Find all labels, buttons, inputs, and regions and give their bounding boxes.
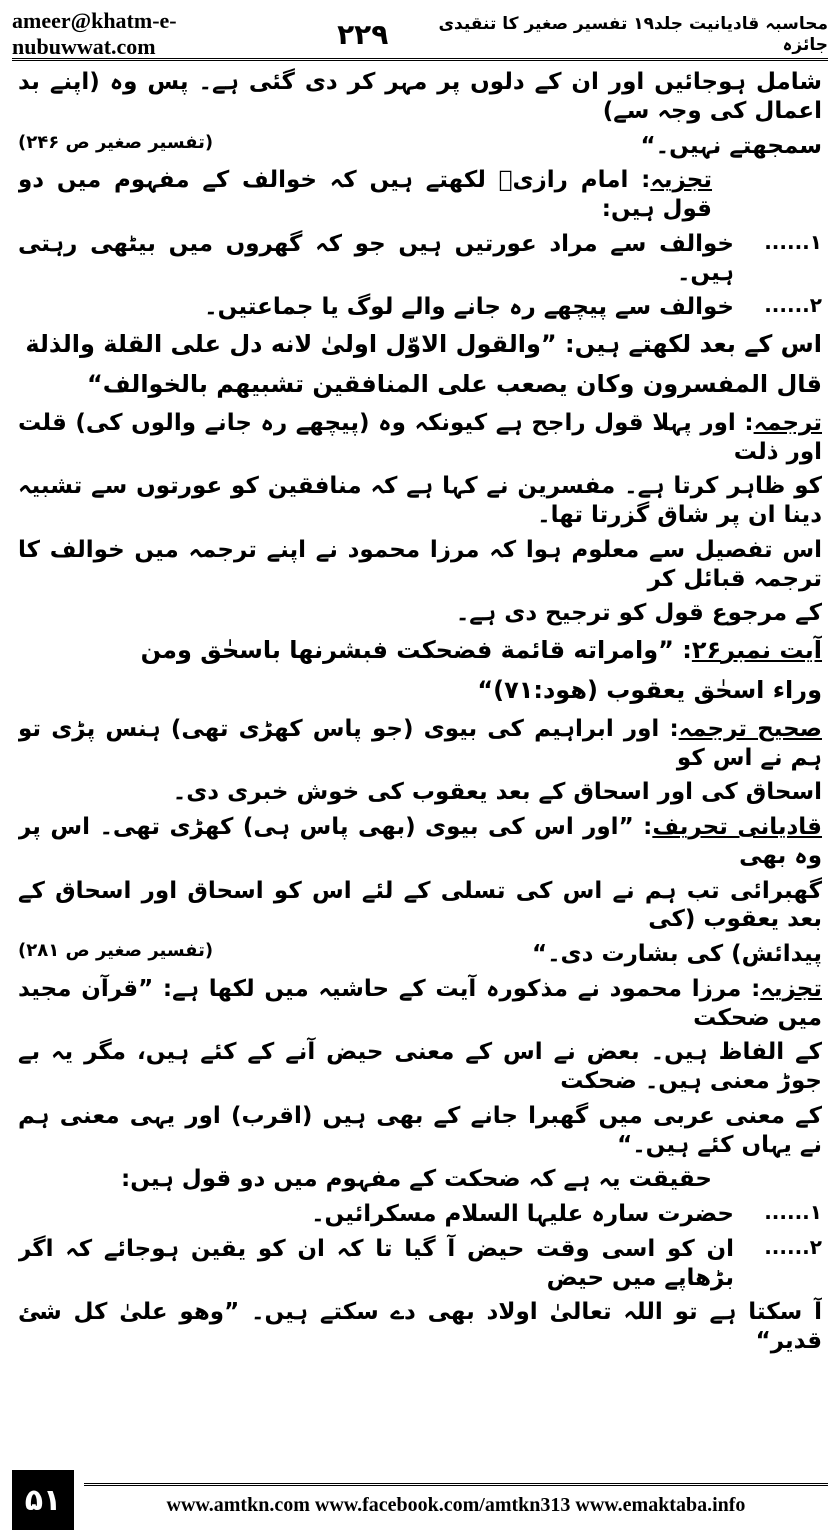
analysis-intro-1 xyxy=(18,166,822,224)
footer-page-number: ۵۱ xyxy=(12,1470,74,1530)
translation-line-1 xyxy=(18,409,822,467)
correct-translation-text: : اور ابراہیم کی بیوی (جو پاس کھڑی تھی) ہنس پڑی تو ہم نے اس کو xyxy=(18,715,822,771)
text-line-18-text: پیدائش) کی بشارت دی۔“ xyxy=(531,941,822,968)
list-item xyxy=(18,1235,822,1293)
text-line-9: کو ظاہر کرتا ہے۔ مفسرین نے کہا ہے کہ منافقین کو عورتوں سے تشبیہ دینا ان پر شاق گزرتا تھا۔ xyxy=(18,473,822,529)
text-line-15: اسحاق کی اور اسحاق کے بعد یعقوب کی خوش خبری دی۔ xyxy=(172,779,822,806)
distortion-label: قادیانی تحریف xyxy=(652,814,822,841)
reference-citation-2: (تفسیر صغیر ص ۲۸۱) xyxy=(18,940,214,962)
text-line-25: آ سکتا ہے تو اللہ تعالیٰ اولاد بھی دے سکتے ہیں۔ ”وهو علیٰ کل شئ قدیر“ xyxy=(18,1299,822,1355)
text-line-22: حقیقت یہ ہے کہ ضحکت کے مفہوم میں دو قول ہیں: xyxy=(121,1166,712,1193)
analysis-text: : مرزا محمود نے مذکورہ آیت کے حاشیہ میں لکھا ہے: ”قرآن مجید میں ضحکت xyxy=(18,975,822,1031)
footer-divider xyxy=(84,1483,828,1486)
list-item xyxy=(18,230,822,288)
analysis-text: : امام رازیؒ لکھتے ہیں کہ خوالف کے مفہوم میں دو قول ہیں: xyxy=(18,167,712,222)
verse-text: : ”وامراته قائمة فضحکت فبشرنها باسحٰق ومن xyxy=(140,636,692,665)
text-line-20: کے الفاظ ہیں۔ بعض نے اس کے معنی حیض آنے کے کئے ہیں، مگر یہ بے جوڑ معنی ہیں۔ ضحکت xyxy=(18,1039,822,1095)
verse-text-line-2: وراء اسحٰق یعقوب (هود:۷۱)“ xyxy=(477,676,822,705)
analysis-intro-2 xyxy=(18,975,822,1033)
list-item-text: ان کو اسی وقت حیض آ گیا تا کہ ان کو یقین ہوجائے کہ اگر بڑھاپے میں حیض xyxy=(18,1235,734,1291)
reference-citation-1: (تفسیر صغیر ص ۲۴۶) xyxy=(18,131,214,153)
translation-text: : اور پہلا قول راجح ہے کیونکہ وہ (پیچھے رہ جانے والوں کی) قلت اور ذلت xyxy=(18,409,822,465)
header-email: ameer@khatm-e-nubuwwat.com xyxy=(12,8,177,59)
list-item-number: ۱...... xyxy=(764,1200,822,1225)
analysis-label: تجزیہ xyxy=(650,167,713,194)
list-item-number: ۲...... xyxy=(764,293,822,318)
list-item-text: خوالف سے پیچھے رہ جانے والے لوگ یا جماعتیں۔ xyxy=(204,294,734,321)
footer-links-area xyxy=(74,1470,828,1530)
correct-translation-label: صحیح ترجمہ xyxy=(678,715,822,742)
list-item-text: حضرت سارہ علیہا السلام مسکرائیں۔ xyxy=(311,1201,734,1228)
text-line-10: اس تفصیل سے معلوم ہوا کہ مرزا محمود نے اپنے ترجمہ میں خوالف کا ترجمہ قبائل کر xyxy=(18,536,822,592)
verse-heading xyxy=(18,634,822,666)
footer-links: www.amtkn.com www.facebook.com/amtkn313 www.emaktaba.info xyxy=(166,1494,746,1516)
header-book-title: محاسبہ قادیانیت جلد۱۹ تفسیر صغیر کا تنقیدی جائزہ xyxy=(438,14,828,55)
text-line-21: کے معنی عربی میں گھبرا جانے کے بھی ہیں (اقرب) اور یہی معنی ہم نے یہاں کئے ہیں۔“ xyxy=(18,1102,822,1158)
text-line-18 xyxy=(18,940,822,969)
page-header xyxy=(12,8,828,59)
list-item xyxy=(18,1200,822,1229)
header-left xyxy=(12,8,388,60)
list-item xyxy=(18,293,822,322)
text-line-2 xyxy=(18,132,822,161)
text-line-1: شامل ہوجائیں اور ان کے دلوں پر مہر کر دی گئی ہے۔ پس وہ (اپنے بد اعمال کی وجہ سے) xyxy=(18,69,822,124)
translation-label: ترجمہ xyxy=(753,409,822,436)
text-line-2-text: سمجھتے نہیں۔“ xyxy=(640,132,822,159)
header-page-number: ۲۲۹ xyxy=(337,17,389,51)
arabic-quote-line-1: اس کے بعد لکھتے ہیں: ”والقول الاوّل اولیٰ لانه دل علی القلة والذلة xyxy=(25,330,822,358)
list-item-number: ۲...... xyxy=(764,1234,822,1259)
distortion-line xyxy=(18,813,822,871)
correct-translation xyxy=(18,715,822,773)
arabic-quote-line-2: قال المفسرون وکان یصعب علی المنافقین تشبیهم بالخوالف“ xyxy=(86,370,822,399)
list-item-text: خوالف سے مراد عورتیں ہیں جو کہ گھروں میں بیٹھی رہتی ہیں۔ xyxy=(18,230,734,286)
text-line-11: کے مرجوع قول کو ترجیح دی ہے۔ xyxy=(455,600,822,627)
page-body xyxy=(18,68,822,1448)
analysis-label: تجزیہ xyxy=(760,975,822,1002)
distortion-text: : ”اور اس کی بیوی (بھی پاس ہی) کھڑی تھی۔ اس پر وہ بھی xyxy=(18,814,822,869)
list-item-number: ۱...... xyxy=(764,229,822,254)
verse-number-label: آیت نمبر۲۶ xyxy=(691,636,822,665)
page-footer xyxy=(12,1470,828,1530)
header-divider xyxy=(12,58,828,61)
text-line-17: گھبرائی تب ہم نے اس کی تسلی کے لئے اس کو اسحاق اور اسحاق کے بعد یعقوب (کی xyxy=(18,877,822,933)
